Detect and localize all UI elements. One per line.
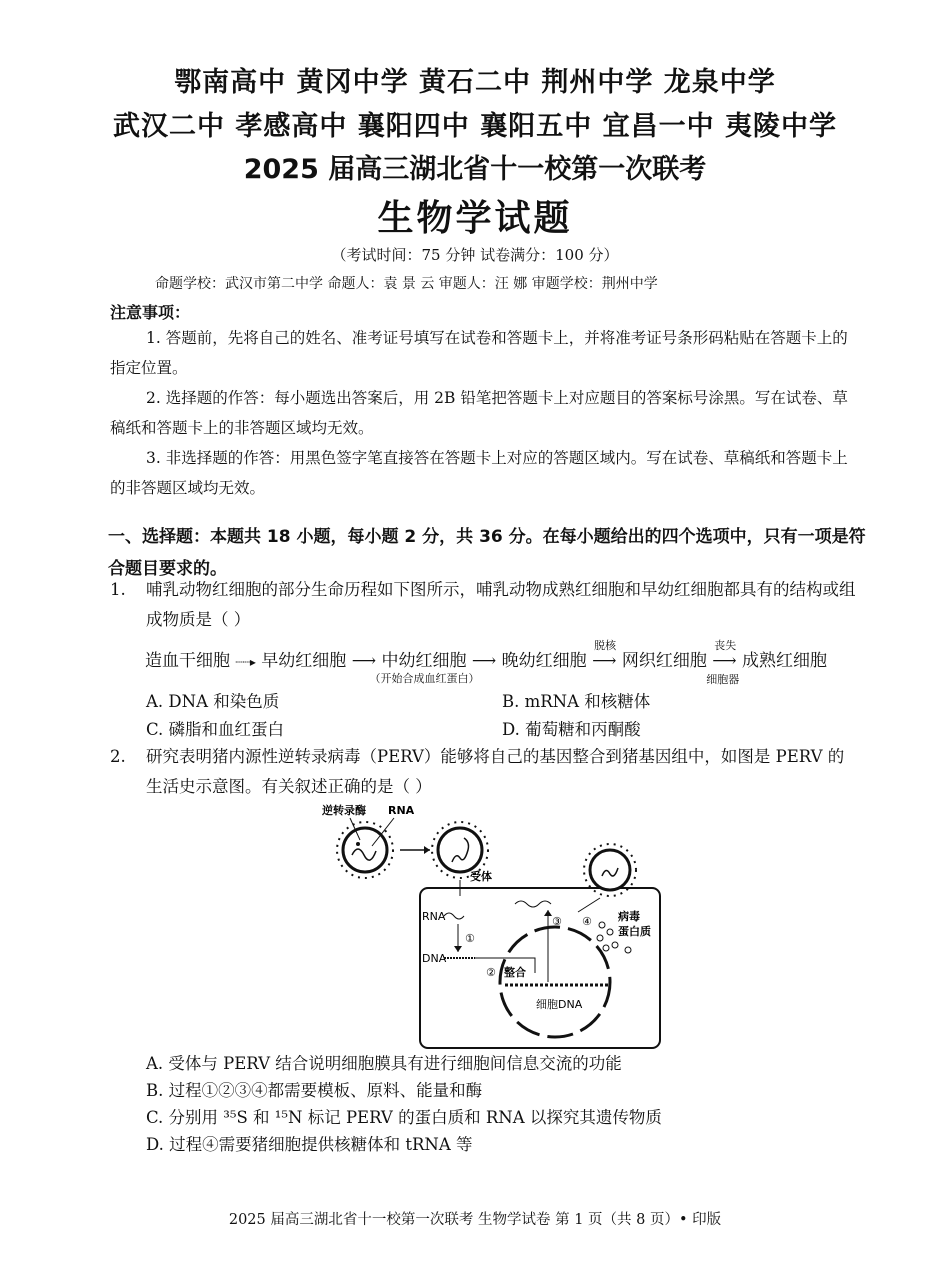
- option-c: C. 磷脂和血红蛋白: [146, 720, 285, 739]
- perv-life-cycle-figure: [310, 800, 670, 1050]
- arrow-icon: ⟶: [712, 651, 737, 671]
- arrow-label: 丧失: [714, 639, 737, 652]
- label-reverse-transcriptase: 逆转录酶: [322, 804, 366, 817]
- option-a: A. 受体与 PERV 结合说明细胞膜具有进行细胞间信息交流的功能: [146, 1054, 622, 1073]
- flow-step: 早幼红细胞: [261, 651, 347, 671]
- label-receptor: 受体: [470, 870, 492, 883]
- page-footer: 2025 届高三湖北省十一校第一次联考 生物学试卷 第 1 页（共 8 页）• 印版: [228, 1212, 722, 1228]
- page-title: 生物学试题: [377, 197, 573, 239]
- label-viral-protein: 病毒: [618, 910, 640, 923]
- option-b: B. mRNA 和核糖体: [502, 692, 651, 711]
- flow-step: 晚幼红细胞: [501, 651, 587, 671]
- question-number: 2.: [110, 747, 126, 766]
- question-1: [110, 575, 860, 635]
- notes-title: 注意事项：: [110, 303, 191, 322]
- flow-step: 中幼红细胞: [381, 651, 467, 671]
- arrow-label: 脱核: [594, 639, 617, 652]
- option-a: A. DNA 和染色质: [146, 692, 280, 711]
- option-d: D. 葡萄糖和丙酮酸: [502, 720, 641, 739]
- school-list-line1: 鄂南高中 黄冈中学 黄石二中 荆州中学 龙泉中学: [174, 67, 776, 98]
- note-item: 1. 答题前，先将自己的姓名、准考证号填写在试卷和答题卡上，并将准考证号条形码粘贴在答题卡上的指定位置。: [110, 329, 848, 377]
- section-heading: 一、选择题：本题共 18 小题，每小题 2 分，共 36 分。在每小题给出的四个选项中，只有一项是符合题目要求的。: [108, 527, 866, 579]
- arrow-label: 细胞器: [706, 673, 740, 686]
- question-stem: 研究表明猪内源性逆转录病毒（PERV）能够将自己的基因整合到猪基因组中，如图是 PERV 的生活史示意图。有关叙述正确的是（ ）: [146, 747, 845, 796]
- option-d: D. 过程④需要猪细胞提供核糖体和 tRNA 等: [146, 1135, 473, 1154]
- label-integration: 整合: [504, 966, 526, 979]
- flow-step: 成熟红细胞: [742, 651, 828, 671]
- question-stem: 哺乳动物红细胞的部分生命历程如下图所示，哺乳动物成熟红细胞和早幼红细胞都具有的结构或组成物质是（ ）: [146, 580, 856, 629]
- note-item: 2. 选择题的作答：每小题选出答案后，用 2B 铅笔把答题卡上对应题目的答案标号涂黑。写在试卷、草稿纸和答题卡上的非答题区域均无效。: [110, 389, 848, 437]
- option-c: C. 分别用 ³⁵S 和 ¹⁵N 标记 PERV 的蛋白质和 RNA 以探究其遗传物质: [146, 1108, 662, 1127]
- arrow-icon: ⟶: [592, 651, 617, 671]
- question-2: [110, 742, 860, 802]
- step-4: ④: [582, 915, 592, 928]
- flow-note: （开始合成血红蛋白）: [369, 672, 480, 685]
- question-number: 1.: [110, 580, 126, 599]
- exam-name: 2025 届高三湖北省十一校第一次联考: [243, 154, 707, 185]
- red-cell-flow-diagram: [145, 639, 828, 686]
- school-list-line2: 武汉二中 孝感高中 襄阳四中 襄阳五中 宜昌一中 夷陵中学: [113, 111, 837, 142]
- dotted-arrow-icon: ┈┈▸: [235, 655, 256, 669]
- label-rna-inside: RNA: [422, 910, 446, 923]
- step-2: ②: [486, 966, 496, 979]
- flow-step: 网织红细胞: [621, 651, 707, 671]
- label-cell-dna: 细胞DNA: [536, 998, 583, 1011]
- exam-time-score: （考试时间：75 分钟 试卷满分：100 分）: [331, 246, 619, 264]
- arrow-icon: ⟶: [351, 651, 377, 671]
- label-dna: DNA: [422, 952, 447, 965]
- flow-step: 造血干细胞: [145, 651, 230, 671]
- exam-authors: 命题学校：武汉市第二中学 命题人：袁 景 云 审题人：汪 娜 审题学校：荆州中学: [155, 276, 658, 292]
- label-rna: RNA: [388, 804, 415, 817]
- label-viral-protein: 蛋白质: [618, 925, 651, 938]
- note-item: 3. 非选择题的作答：用黑色签字笔直接答在答题卡上对应的答题区域内。写在试卷、草稿纸和答题卡上的非答题区域均无效。: [110, 449, 848, 497]
- step-3: ③: [552, 915, 562, 928]
- arrow-icon: ⟶: [471, 651, 497, 671]
- option-b: B. 过程①②③④都需要模板、原料、能量和酶: [146, 1081, 483, 1100]
- step-1: ①: [465, 932, 475, 945]
